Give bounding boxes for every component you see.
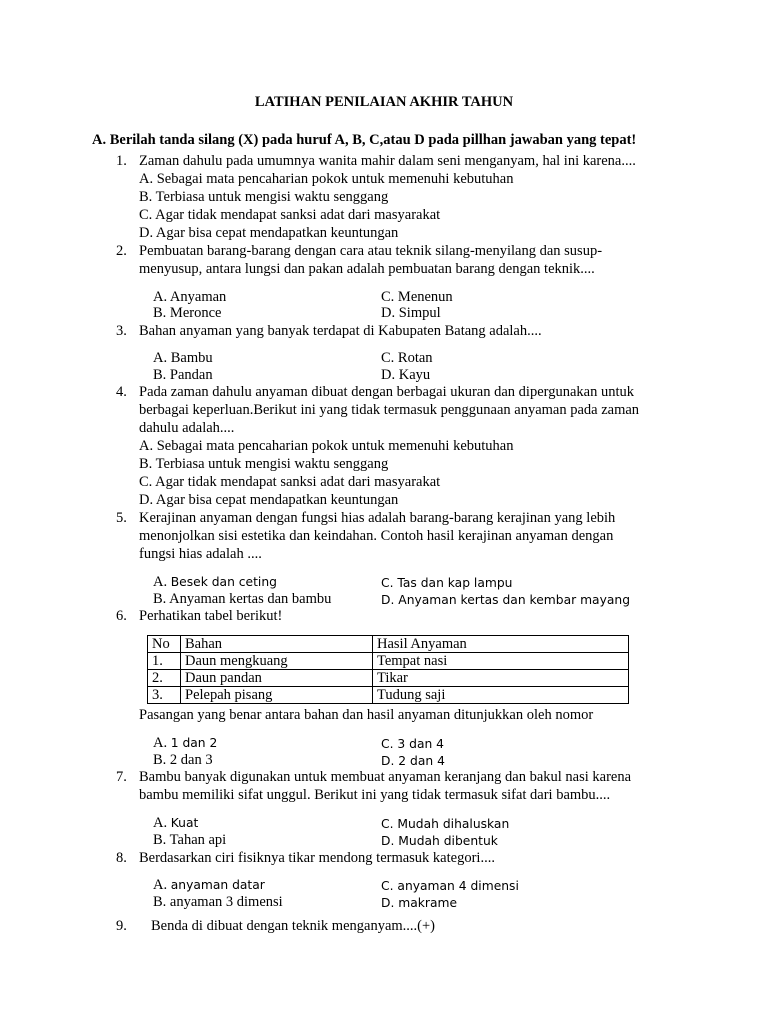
option-a: A. Anyaman [153,289,227,305]
option-d: D. Agar bisa cepat mendapatkan keuntungan [139,225,399,241]
question-text: Kerajinan anyaman dengan fungsi hias adalah barang-barang kerajinan yang lebih [139,510,616,526]
question-number: 1. [116,153,127,169]
option-d: D. makrame [381,896,458,910]
table-header-cell: Hasil Anyaman [373,636,629,653]
table-row [148,687,629,704]
option-letter: A. [153,735,171,751]
option-b: B. anyaman 3 dimensi [153,894,283,910]
question-text: fungsi hias adalah .... [139,546,262,562]
table-cell: Pelepah pisang [181,687,373,704]
option-letter: A. [153,574,171,590]
option-d: D. Agar bisa cepat mendapatkan keuntungan [139,492,399,508]
option-b: B. 2 dan 3 [153,752,213,768]
question-text: Pembuatan barang-barang dengan cara atau teknik silang-menyilang dan susup- [139,243,603,259]
question-number: 7. [116,769,127,785]
table-cell: 2. [148,670,181,687]
option-b: B. Anyaman kertas dan bambu [153,591,332,607]
table-cell: Tempat nasi [373,653,629,670]
table-cell: Daun mengkuang [181,653,373,670]
question-text: Pasangan yang benar antara bahan dan hasil anyaman ditunjukkan oleh nomor [139,707,594,723]
question-text: menonjolkan sisi estetika dan keindahan. Contoh hasil kerajinan anyaman dengan [139,528,614,544]
question-text: Berdasarkan ciri fisiknya tikar mendong termasuk kategori.... [139,850,495,866]
section-instruction: A. Berilah tanda silang (X) pada huruf A, B, C,atau D pada pillhan jawaban yang tepat! [92,132,637,148]
option-a [153,876,265,894]
question-number: 2. [116,243,127,259]
question-text: Bambu banyak digunakan untuk membuat anyaman keranjang dan bakul nasi karena [139,769,632,785]
option-c: C. anyaman 4 dimensi [381,879,519,893]
option-letter: A. [153,815,171,831]
option-letter: A. [153,877,171,893]
question-text: menyusup, antara lungsi dan pakan adalah pembuatan barang dengan teknik.... [139,261,595,277]
question-number: 9. [116,918,127,934]
option-b: B. Terbiasa untuk mengisi waktu senggang [139,456,389,472]
option-b: B. Terbiasa untuk mengisi waktu senggang [139,189,389,205]
option-text: 1 dan 2 [170,736,218,750]
option-a: A. Bambu [153,350,213,366]
question-text: Bahan anyaman yang banyak terdapat di Kabupaten Batang adalah.... [139,323,542,339]
question-text: Pada zaman dahulu anyaman dibuat dengan berbagai ukuran dan dipergunakan untuk [139,384,634,400]
option-c: C. Agar tidak mendapat sanksi adat dari masyarakat [139,207,441,223]
question-number: 4. [116,384,127,400]
table-cell: Tudung saji [373,687,629,704]
option-d: D. Simpul [381,305,441,321]
option-c: C. 3 dan 4 [381,737,445,751]
option-d: D. Anyaman kertas dan kembar mayang [381,593,630,607]
table-row [148,670,629,687]
option-text: anyaman datar [170,878,265,892]
question-text: Benda di dibuat dengan teknik menganyam....(+) [151,918,436,934]
table-cell: Tikar [373,670,629,687]
table-cell: 1. [148,653,181,670]
option-d: D. Mudah dibentuk [381,834,498,848]
option-text: Kuat [170,816,199,830]
table-header-cell: No [148,636,181,653]
option-d: D. 2 dan 4 [381,754,445,768]
option-a: A. Sebagai mata pencaharian pokok untuk memenuhi kebutuhan [139,171,514,187]
option-b: B. Pandan [153,367,213,383]
question-text: Zaman dahulu pada umumnya wanita mahir dalam seni menganyam, hal ini karena.... [139,153,636,169]
option-c: C. Tas dan kap lampu [381,576,513,590]
option-b: B. Tahan api [153,832,227,848]
question-number: 3. [116,323,127,339]
option-c: C. Agar tidak mendapat sanksi adat dari masyarakat [139,474,441,490]
option-d: D. Kayu [381,367,431,383]
question-text: bambu memiliki sifat unggul. Berikut ini yang tidak termasuk sifat dari bambu.... [139,787,611,803]
option-a [153,814,198,832]
option-c: C. Mudah dihaluskan [381,817,510,831]
question-number: 5. [116,510,127,526]
option-text: Besek dan ceting [170,575,277,589]
option-a: A. Sebagai mata pencaharian pokok untuk memenuhi kebutuhan [139,438,514,454]
question-text: dahulu adalah.... [139,420,235,436]
option-c: C. Menenun [381,289,453,305]
option-a [153,734,217,752]
materials-table [147,635,629,704]
table-cell: Daun pandan [181,670,373,687]
question-number: 8. [116,850,127,866]
table-header-row [148,636,629,653]
table-row [148,653,629,670]
question-number: 6. [116,608,127,624]
option-a [153,573,277,591]
option-b: B. Meronce [153,305,222,321]
question-text: Perhatikan tabel berikut! [139,608,283,624]
page-title: LATIHAN PENILAIAN AKHIR TAHUN [254,94,514,110]
table-cell: 3. [148,687,181,704]
question-text: berbagai keperluan.Berikut ini yang tidak termasuk penggunaan anyaman pada zaman [139,402,640,418]
option-c: C. Rotan [381,350,433,366]
table-header-cell: Bahan [181,636,373,653]
